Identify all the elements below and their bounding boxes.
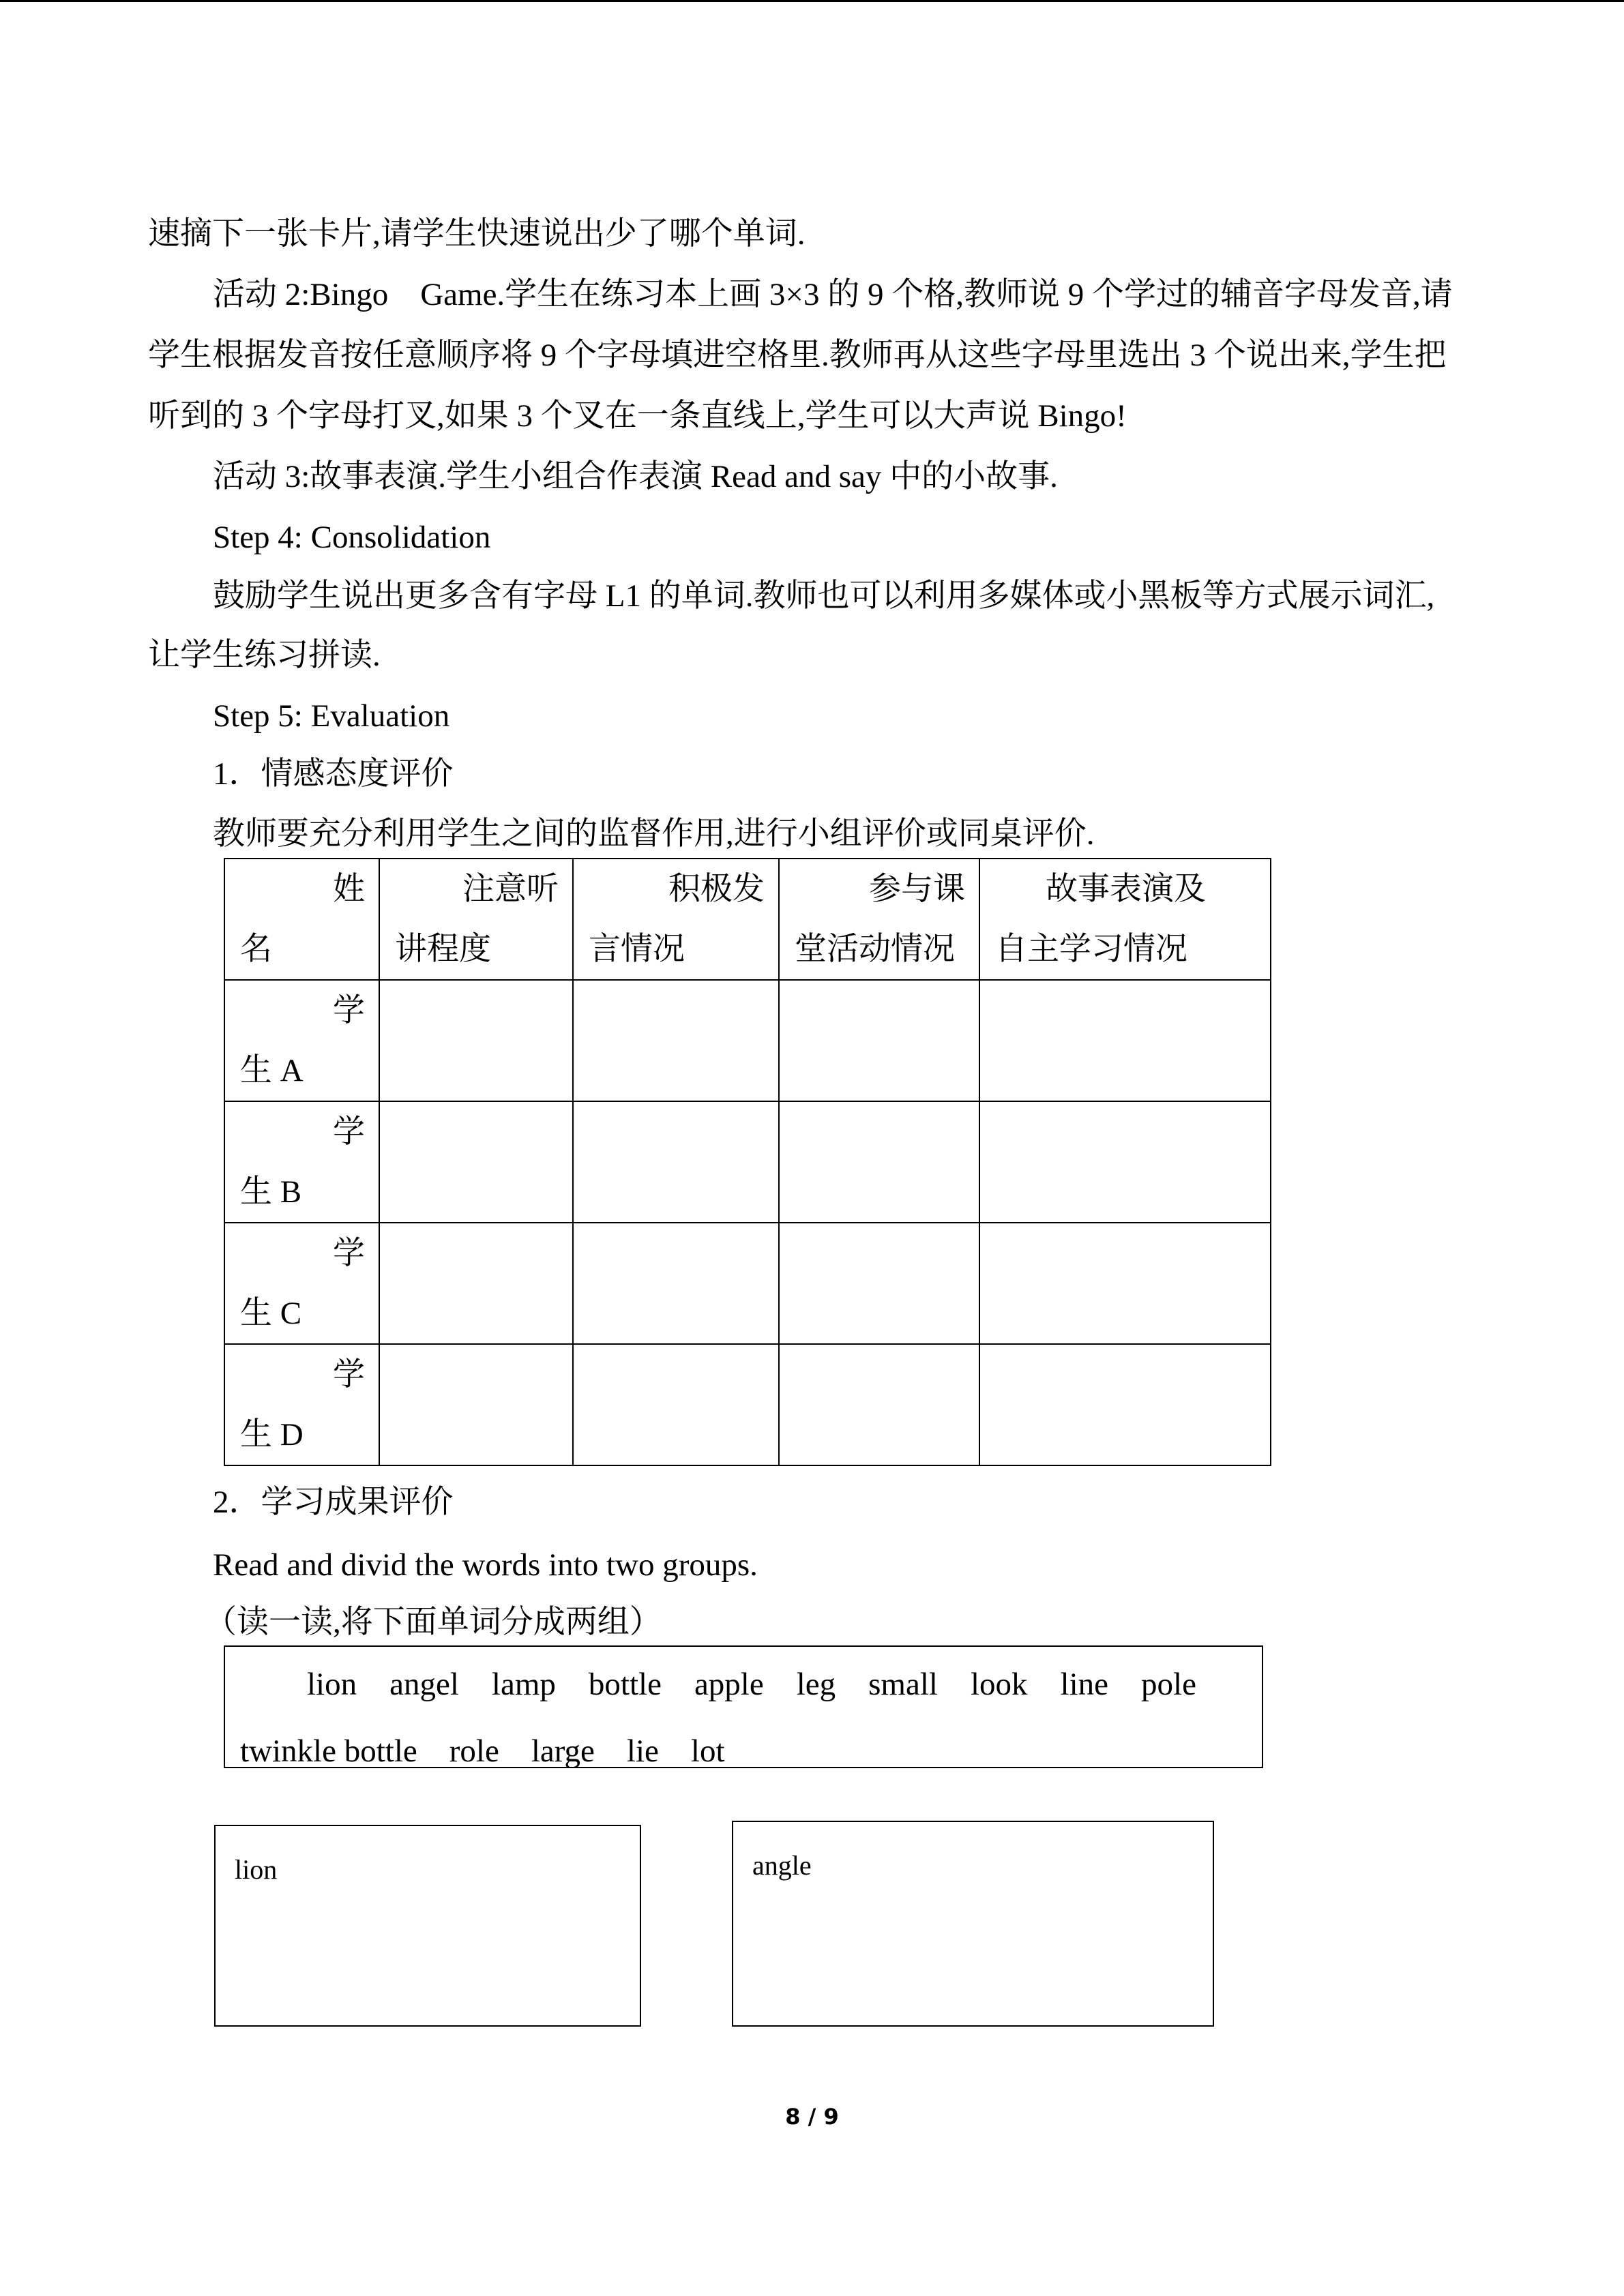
paragraph-line: 鼓励学生说出更多含有字母 L1 的单词.教师也可以利用多媒体或小黑板等方式展示词汇, — [213, 578, 1435, 614]
word: leg — [796, 1667, 836, 1702]
empty-cell — [379, 1223, 573, 1344]
section-heading: 1．情感态度评价 — [213, 756, 454, 792]
group-box-left — [214, 1825, 641, 2027]
empty-cell — [573, 1344, 779, 1465]
group-box-right — [732, 1821, 1214, 2027]
empty-cell — [979, 1344, 1271, 1465]
word: small — [868, 1667, 938, 1702]
empty-cell — [779, 1344, 979, 1465]
empty-cell — [979, 1223, 1271, 1344]
empty-cell — [379, 980, 573, 1101]
table-row — [224, 1223, 1271, 1344]
empty-cell — [779, 1101, 979, 1223]
empty-cell — [379, 1101, 573, 1223]
table-header-cell: 注意听 讲程度 — [379, 859, 573, 980]
top-border — [0, 0, 1624, 2]
step-heading: Step 4: Consolidation — [213, 520, 491, 555]
section-heading: 2．学习成果评价 — [213, 1485, 454, 1520]
group-label: lion — [235, 1854, 278, 1885]
instruction-line: （读一读,将下面单词分成两组） — [205, 1605, 662, 1640]
student-cell: 学 生 C — [224, 1223, 379, 1344]
table-header-row — [224, 859, 1271, 980]
page-number: 8 / 9 — [785, 2104, 839, 2130]
empty-cell — [379, 1344, 573, 1465]
paragraph-line: 教师要充分利用学生之间的监督作用,进行小组评价或同桌评价. — [213, 816, 1095, 852]
empty-cell — [979, 1101, 1271, 1223]
empty-cell — [573, 1101, 779, 1223]
student-cell: 学 生 A — [224, 980, 379, 1101]
table-row — [224, 980, 1271, 1101]
word: lion — [307, 1667, 357, 1702]
paragraph-line: 活动 2:Bingo Game.学生在练习本上画 3×3 的 9 个格,教师说 9 个学过的辅音字母发音,请 — [213, 277, 1453, 312]
paragraph-line: 学生根据发音按任意顺序将 9 个字母填进空格里.教师再从这些字母里选出 3 个说出来,学生把 — [148, 338, 1447, 373]
table-header-cell: 参与课 堂活动情况 — [779, 859, 979, 980]
word-row: twinkle bottle role large lie lot — [240, 1733, 725, 1769]
table-row — [224, 1101, 1271, 1223]
empty-cell — [573, 1223, 779, 1344]
empty-cell — [573, 980, 779, 1101]
student-cell: 学 生 B — [224, 1101, 379, 1223]
table-row — [224, 1344, 1271, 1465]
instruction-line: Read and divid the words into two groups. — [213, 1547, 758, 1583]
group-label: angle — [752, 1850, 812, 1881]
paragraph-line: 让学生练习拼读. — [148, 638, 381, 673]
word: look — [970, 1667, 1028, 1702]
paragraph-line: 活动 3:故事表演.学生小组合作表演 Read and say 中的小故事. — [213, 459, 1058, 494]
word: line — [1060, 1667, 1109, 1702]
table-header-cell: 积极发 言情况 — [573, 859, 779, 980]
word: pole — [1141, 1667, 1196, 1702]
table-header-cell: 姓 名 — [224, 859, 379, 980]
empty-cell — [979, 980, 1271, 1101]
evaluation-table — [224, 858, 1271, 1466]
word: bottle — [588, 1667, 662, 1702]
table-header-cell: 故事表演及 自主学习情况 — [979, 859, 1271, 980]
word: lamp — [491, 1667, 556, 1702]
word: angel — [389, 1667, 459, 1702]
paragraph-line: 听到的 3 个字母打叉,如果 3 个叉在一条直线上,学生可以大声说 Bingo! — [148, 398, 1127, 434]
word-box — [224, 1645, 1263, 1768]
step-heading: Step 5: Evaluation — [213, 698, 450, 734]
empty-cell — [779, 1223, 979, 1344]
word-row — [307, 1666, 1196, 1703]
paragraph-line: 速摘下一张卡片,请学生快速说出少了哪个单词. — [148, 216, 806, 252]
word: apple — [694, 1667, 764, 1702]
empty-cell — [779, 980, 979, 1101]
student-cell: 学 生 D — [224, 1344, 379, 1465]
